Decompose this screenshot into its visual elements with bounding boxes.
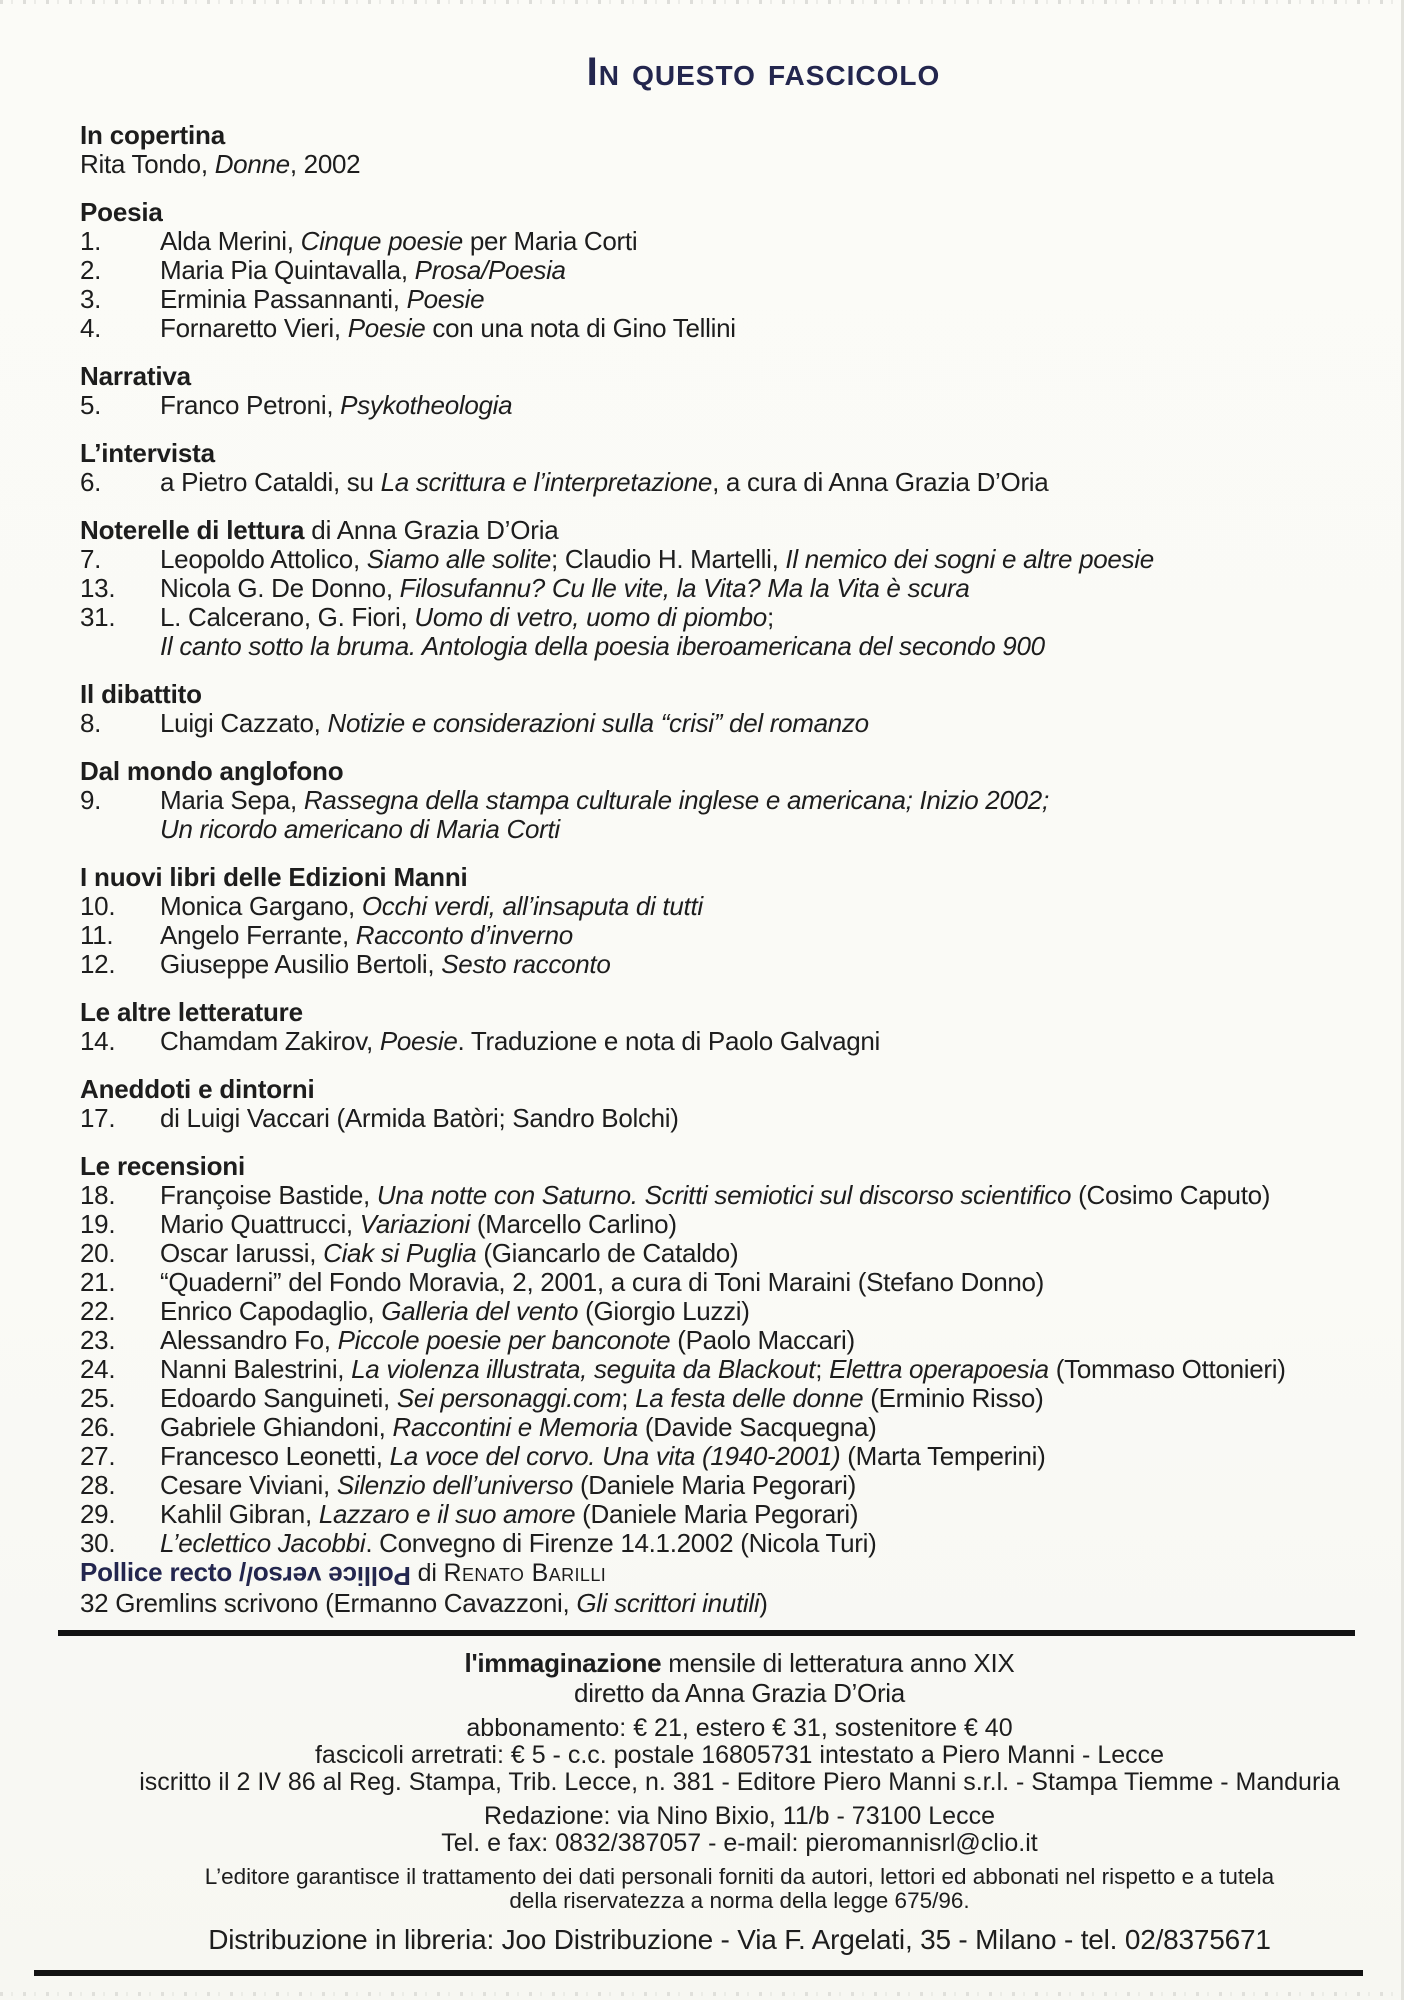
item-number: 23.	[80, 1325, 116, 1355]
section-heading	[80, 1075, 1343, 1104]
item-text-block	[160, 1268, 1343, 1297]
item-text: per Maria Corti	[462, 226, 638, 256]
item-text-block	[160, 1181, 1343, 1210]
section-heading	[80, 439, 1343, 468]
section-heading	[80, 680, 1343, 709]
toc-section	[80, 439, 1343, 497]
item-text-italic: Filosufannu? Cu lle vite, la Vita? Ma la Vita è scura	[399, 573, 970, 603]
item-number: 3.	[80, 284, 102, 314]
item-text: 32 Gremlins scrivono (Ermanno Cavazzoni,	[80, 1588, 577, 1618]
registry-line: iscritto il 2 IV 86 al Reg. Stampa, Trib. Lecce, n. 381 - Editore Piero Manni s.r.l. - Stampa Tiemme - Manduria	[139, 1768, 1340, 1796]
item-line	[160, 1268, 1343, 1297]
item-text-block	[160, 391, 1343, 420]
item-number: 2.	[80, 255, 102, 285]
item-line	[160, 1210, 1343, 1239]
item-text: (Paolo Maccari)	[670, 1325, 855, 1355]
item-number: 4.	[80, 313, 102, 343]
item-text: (Daniele Maria Pegorari)	[575, 1499, 859, 1529]
item-number: 19.	[80, 1209, 116, 1239]
item-text-italic: La scrittura e l’interpretazione	[380, 467, 713, 497]
pollice-recto-label: Pollice recto /	[80, 1557, 247, 1587]
item-text: . Traduzione e nota di Paolo Galvagni	[457, 1026, 881, 1056]
item-text-italic: Uomo di vetro, uomo di piombo	[414, 602, 767, 632]
toc-item	[80, 150, 1343, 179]
item-text-block	[160, 603, 1343, 661]
toc-item	[80, 1104, 1343, 1133]
item-number: 20.	[80, 1238, 116, 1268]
subscription-line: abbonamento: € 21, estero € 31, sostenitore € 40	[466, 1714, 1013, 1742]
magazine-subtitle: mensile di letteratura anno XIX	[661, 1648, 1015, 1678]
item-line	[160, 603, 1343, 632]
item-line	[160, 921, 1343, 950]
item-line	[160, 1442, 1343, 1471]
item-text: Rita Tondo,	[80, 149, 215, 179]
editorial-address-line: Redazione: via Nino Bixio, 11/b - 73100 Lecce	[484, 1802, 995, 1830]
item-line	[160, 468, 1343, 497]
toc-item	[80, 1471, 1343, 1500]
section-heading	[80, 198, 1343, 227]
item-text-italic: Ciak si Puglia	[323, 1238, 477, 1268]
item-number: 17.	[80, 1103, 116, 1133]
item-text: a Pietro Cataldi, su	[160, 467, 381, 497]
toc-item	[80, 603, 1343, 661]
item-text-block	[160, 709, 1343, 738]
item-text: “Quaderni” del Fondo Moravia, 2, 2001, a cura di Toni Maraini (Stefano Donno)	[160, 1267, 1045, 1297]
toc-item	[80, 314, 1343, 343]
item-text-block	[160, 574, 1343, 603]
toc-item	[80, 1384, 1343, 1413]
item-number: 26.	[80, 1412, 116, 1442]
toc-item	[80, 1326, 1343, 1355]
item-text-italic: La violenza illustrata, seguita da Blackout	[351, 1354, 816, 1384]
pollice-verso-mirrored-label: Pollice verso/	[246, 1560, 411, 1591]
item-text: (Marta Temperini)	[840, 1441, 1046, 1471]
item-number: 14.	[80, 1026, 116, 1056]
item-text: (Cosimo Caputo)	[1071, 1180, 1271, 1210]
magazine-name: l'immaginazione	[464, 1648, 662, 1678]
item-line	[160, 709, 1343, 738]
toc-item	[80, 227, 1343, 256]
section-heading	[80, 998, 1343, 1027]
item-text: Edoardo Sanguineti,	[160, 1383, 397, 1413]
item-text: Erminia Passannanti,	[160, 284, 407, 314]
item-number: 29.	[80, 1499, 116, 1529]
section-heading	[80, 1557, 1343, 1591]
item-text-italic: Poesie	[379, 1026, 458, 1056]
item-text-block	[160, 1326, 1343, 1355]
item-text-block	[160, 1027, 1343, 1056]
item-text-italic: Prosa/Poesia	[414, 255, 566, 285]
item-text-block	[160, 1239, 1343, 1268]
byline-author: Renato Barilli	[443, 1559, 607, 1587]
item-text: ; Claudio H. Martelli,	[551, 544, 786, 574]
toc-section	[80, 1075, 1343, 1133]
item-text-block	[160, 786, 1343, 844]
toc-item	[80, 1239, 1343, 1268]
item-text-block	[160, 1500, 1343, 1529]
item-text-block	[160, 1384, 1343, 1413]
section-heading-bold: Noterelle di lettura	[80, 515, 305, 545]
item-text: Angelo Ferrante,	[160, 920, 356, 950]
item-text-italic: L’eclettico Jacobbi	[160, 1528, 366, 1558]
item-number: 8.	[80, 708, 102, 738]
item-text: (Daniele Maria Pegorari)	[573, 1470, 856, 1500]
item-text: ;	[621, 1383, 636, 1413]
toc-section	[80, 1152, 1343, 1558]
item-text-block	[160, 285, 1343, 314]
item-text: Franco Petroni,	[160, 390, 341, 420]
item-line	[160, 391, 1343, 420]
item-line	[160, 1326, 1343, 1355]
item-text-block	[80, 150, 1343, 179]
toc-item	[80, 574, 1343, 603]
section-heading-bold: In copertina	[80, 120, 225, 150]
item-text: (Tommaso Ottonieri)	[1048, 1354, 1286, 1384]
section-heading	[80, 863, 1343, 892]
item-text: )	[759, 1588, 768, 1618]
item-text: Giuseppe Ausilio Bertoli,	[160, 949, 442, 979]
item-number: 24.	[80, 1354, 116, 1384]
directed-by-line: diretto da Anna Grazia D’Oria	[574, 1678, 905, 1708]
byline-prefix: di	[410, 1559, 444, 1587]
item-text: Francesco Leonetti,	[160, 1441, 390, 1471]
item-text: (Giorgio Luzzi)	[578, 1296, 750, 1326]
section-heading-bold: Poesia	[80, 197, 163, 227]
item-text-italic: Piccole poesie per banconote	[337, 1325, 671, 1355]
section-heading-bold: I nuovi libri delle Edizioni Manni	[80, 862, 468, 892]
toc-section	[80, 198, 1343, 343]
toc-section	[80, 121, 1343, 179]
toc-section	[80, 362, 1343, 420]
item-text-italic: La voce del corvo. Una vita (1940-2001)	[389, 1441, 841, 1471]
item-number: 30.	[80, 1528, 116, 1558]
item-text-block	[160, 545, 1343, 574]
item-text-italic: Siamo alle solite	[366, 544, 552, 574]
item-text-block	[160, 1104, 1343, 1133]
item-text-italic: Racconto d’inverno	[355, 920, 573, 950]
scan-artifact-top	[0, 0, 1401, 4]
item-text-italic: Il canto sotto la bruma. Antologia della poesia iberoamericana del secondo 900	[160, 631, 1045, 661]
item-number: 7.	[80, 544, 102, 574]
item-text: Cesare Viviani,	[160, 1470, 337, 1500]
item-text: Chamdam Zakirov,	[160, 1026, 380, 1056]
section-heading-bold: L’intervista	[80, 438, 215, 468]
separator-rule-top	[58, 1630, 1355, 1636]
item-text-italic: Silenzio dell’universo	[336, 1470, 574, 1500]
contacts-line: Tel. e fax: 0832/387057 - e-mail: pieromannisrl@clio.it	[441, 1829, 1038, 1857]
item-text-italic: Variazioni	[359, 1209, 470, 1239]
item-text: (Giancarlo de Cataldo)	[476, 1238, 739, 1268]
item-text-italic: Notizie e considerazioni sulla “crisi” del romanzo	[327, 708, 869, 738]
item-text-italic: Elettra operapoesia	[829, 1354, 1049, 1384]
toc-section	[80, 863, 1343, 979]
item-text: Nanni Balestrini,	[160, 1354, 352, 1384]
item-number: 22.	[80, 1296, 116, 1326]
section-heading	[80, 121, 1343, 150]
item-line	[160, 892, 1343, 921]
item-line	[160, 545, 1343, 574]
item-number: 21.	[80, 1267, 116, 1297]
section-heading	[80, 1152, 1343, 1181]
toc-sections	[80, 121, 1343, 1558]
item-number: 13.	[80, 573, 116, 603]
item-line	[160, 1239, 1343, 1268]
item-number: 28.	[80, 1470, 116, 1500]
item-line	[160, 227, 1343, 256]
item-text: (Erminio Risso)	[863, 1383, 1044, 1413]
item-text: Oscar Iarussi,	[160, 1238, 324, 1268]
item-line	[160, 1181, 1343, 1210]
item-text-block	[160, 1297, 1343, 1326]
toc-section	[80, 680, 1343, 738]
item-line	[160, 1027, 1343, 1056]
separator-rule-bottom	[34, 1970, 1363, 1976]
colophon	[108, 1648, 1371, 1956]
back-issues-line: fascicoli arretrati: € 5 - c.c. postale 16805731 intestato a Piero Manni - Lecce	[314, 1741, 1165, 1769]
item-text: Gabriele Ghiandoni,	[160, 1412, 393, 1442]
item-text-italic: Poesie	[347, 313, 426, 343]
item-text: . Convegno di Firenze 14.1.2002 (Nicola Turi)	[365, 1528, 877, 1558]
item-line	[160, 786, 1343, 815]
item-text: , 2002	[289, 149, 361, 179]
item-text-italic: Una notte con Saturno. Scritti semiotici sul discorso scientifico	[376, 1180, 1072, 1210]
item-text-block	[160, 1529, 1343, 1558]
item-line	[160, 1104, 1343, 1133]
item-text: Maria Pia Quintavalla,	[160, 255, 415, 285]
item-line	[160, 950, 1343, 979]
item-text-block	[160, 468, 1343, 497]
toc-item	[80, 709, 1343, 738]
item-text-italic: Cinque poesie	[300, 226, 463, 256]
item-text: ;	[766, 602, 774, 632]
item-text-block	[160, 314, 1343, 343]
toc-item	[80, 1355, 1343, 1384]
distribution-line: Distribuzione in libreria: Joo Distribuzione - Via F. Argelati, 35 - Milano - tel. 02/8375671	[208, 1924, 1271, 1955]
toc-item	[80, 1297, 1343, 1326]
section-heading-bold: Dal mondo anglofono	[80, 756, 344, 786]
item-text: Alda Merini,	[160, 226, 301, 256]
toc-section	[80, 516, 1343, 661]
toc-item	[80, 1268, 1343, 1297]
item-text: Alessandro Fo,	[160, 1325, 338, 1355]
item-text: (Davide Sacquegna)	[637, 1412, 877, 1442]
item-text: Luigi Cazzato,	[160, 708, 328, 738]
toc-item	[80, 468, 1343, 497]
toc-item	[80, 256, 1343, 285]
item-number: 11.	[80, 920, 114, 950]
item-text-italic: Sei personaggi.com	[396, 1383, 622, 1413]
toc-item	[80, 892, 1343, 921]
item-text-block	[160, 1210, 1343, 1239]
masthead-line	[108, 1648, 1371, 1678]
toc-item	[80, 1529, 1343, 1558]
item-text: di Luigi Vaccari (Armida Batòri; Sandro Bolchi)	[160, 1103, 679, 1133]
item-number: 25.	[80, 1383, 116, 1413]
item-line	[160, 815, 1343, 844]
item-text-block	[160, 892, 1343, 921]
item-line	[160, 1529, 1343, 1558]
toc-item	[80, 285, 1343, 314]
toc-item	[80, 391, 1343, 420]
toc-section-pollice	[80, 1558, 1343, 1618]
item-text: Françoise Bastide,	[160, 1180, 377, 1210]
item-line	[160, 1355, 1343, 1384]
item-text: Nicola G. De Donno,	[160, 573, 400, 603]
item-text-italic: Raccontini e Memoria	[392, 1412, 638, 1442]
item-number: 18.	[80, 1180, 116, 1210]
toc-item	[80, 1500, 1343, 1529]
item-line	[160, 1384, 1343, 1413]
item-number: 9.	[80, 785, 102, 815]
item-text-italic: Un ricordo americano di Maria Corti	[160, 814, 560, 844]
item-number: 27.	[80, 1441, 116, 1471]
item-number: 6.	[80, 467, 102, 497]
page-title: In questo fascicolo	[586, 50, 941, 94]
toc-item	[80, 950, 1343, 979]
toc-section	[80, 757, 1343, 844]
item-text-italic: Poesie	[406, 284, 485, 314]
item-text-block	[160, 1471, 1343, 1500]
section-heading-bold: Narrativa	[80, 361, 191, 391]
item-text-italic: Lazzaro e il suo amore	[318, 1499, 576, 1529]
toc-item	[80, 786, 1343, 844]
item-text: , a cura di Anna Grazia D’Oria	[712, 467, 1049, 497]
item-text-block	[160, 1413, 1343, 1442]
toc-item	[80, 1588, 1343, 1618]
item-text: con una nota di Gino Tellini	[425, 313, 736, 343]
toc-section	[80, 998, 1343, 1056]
item-number: 1.	[80, 226, 102, 256]
item-line	[160, 632, 1343, 661]
section-heading-rest: di Anna Grazia D’Oria	[304, 515, 559, 545]
toc-item	[80, 921, 1343, 950]
section-heading-bold: Le altre letterature	[80, 997, 303, 1027]
toc-item	[80, 545, 1343, 574]
item-line	[160, 256, 1343, 285]
item-text: Kahlil Gibran,	[160, 1499, 319, 1529]
scan-artifact-bottom	[0, 1992, 1401, 1996]
item-text: Enrico Capodaglio,	[160, 1296, 382, 1326]
item-line	[160, 1297, 1343, 1326]
item-text: Fornaretto Vieri,	[160, 313, 348, 343]
item-text-italic: Rassegna della stampa culturale inglese e americana; Inizio 2002;	[303, 785, 1049, 815]
section-heading	[80, 516, 1343, 545]
item-line	[160, 1500, 1343, 1529]
item-text-italic: Il nemico dei sogni e altre poesie	[785, 544, 1154, 574]
privacy-line-1: L’editore garantisce il trattamento dei dati personali forniti da autori, lettori ed abbonati nel rispetto e a tutela	[204, 1864, 1275, 1889]
item-number: 12.	[80, 949, 116, 979]
toc-item	[80, 1210, 1343, 1239]
item-text-block	[160, 256, 1343, 285]
item-number: 5.	[80, 390, 102, 420]
item-text: Mario Quattrucci,	[160, 1209, 360, 1239]
item-line	[160, 1471, 1343, 1500]
item-text: Maria Sepa,	[160, 785, 304, 815]
item-text: L. Calcerano, G. Fiori,	[160, 602, 415, 632]
item-line	[160, 574, 1343, 603]
item-text: (Marcello Carlino)	[470, 1209, 677, 1239]
item-number: 31.	[80, 602, 116, 632]
section-heading-bold: Aneddoti e dintorni	[80, 1074, 315, 1104]
item-text-italic: Galleria del vento	[381, 1296, 579, 1326]
item-line	[160, 314, 1343, 343]
section-heading	[80, 362, 1343, 391]
item-text-italic: Psykotheologia	[340, 390, 513, 420]
item-text-block	[160, 227, 1343, 256]
section-heading-bold: Il dibattito	[80, 679, 202, 709]
item-text: Leopoldo Attolico,	[160, 544, 367, 574]
item-number: 10.	[80, 891, 116, 921]
item-text-block	[160, 1442, 1343, 1471]
item-text-italic: Sesto racconto	[441, 949, 611, 979]
item-line	[80, 150, 1343, 179]
toc-item	[80, 1181, 1343, 1210]
toc-item	[80, 1442, 1343, 1471]
item-line	[160, 285, 1343, 314]
item-line	[160, 1413, 1343, 1442]
item-text-block	[160, 1355, 1343, 1384]
item-text-block	[160, 950, 1343, 979]
item-text-italic: Occhi verdi, all’insaputa di tutti	[361, 891, 703, 921]
toc-item	[80, 1027, 1343, 1056]
privacy-line-2: della riservatezza a norma della legge 675/96.	[509, 1888, 970, 1913]
section-heading	[80, 757, 1343, 786]
item-text: Monica Gargano,	[160, 891, 362, 921]
item-text-italic: Gli scrittori inutili	[576, 1588, 760, 1618]
toc-item	[80, 1413, 1343, 1442]
item-text: ;	[815, 1354, 830, 1384]
item-text-italic: Donne	[214, 149, 290, 179]
section-heading-bold: Le recensioni	[80, 1151, 246, 1181]
item-text-block	[160, 921, 1343, 950]
item-text-italic: La festa delle donne	[635, 1383, 864, 1413]
